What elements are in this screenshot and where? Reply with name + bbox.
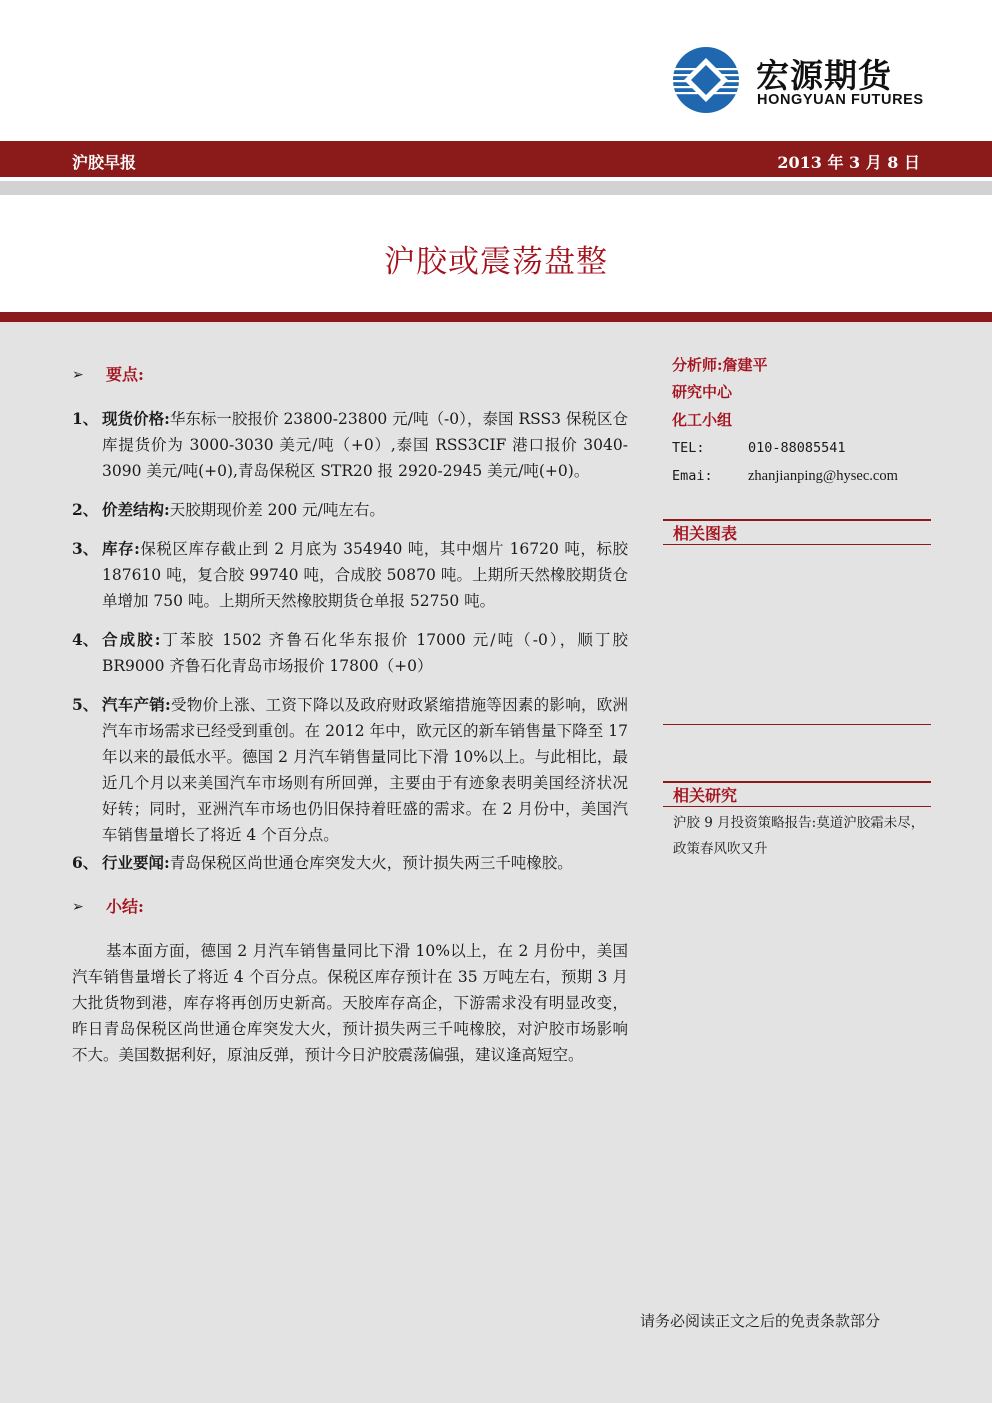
arrow-bullet-icon: ➢ xyxy=(72,367,84,383)
related-charts-bottom-rule xyxy=(663,724,931,725)
header-band xyxy=(0,141,992,177)
item-label: 库存: xyxy=(102,539,140,558)
item-label: 合成胶: xyxy=(102,630,161,649)
hongyuan-logo-icon xyxy=(672,46,740,114)
tel-row xyxy=(672,434,930,462)
item-text: 受物价上涨、工资下降以及政府财政紧缩措施等因素的影响，欧洲汽车市场需求已经受到重创。在 2012 年中，欧元区的新车销售量下降至 17 年以来的最低水平。德国 2 月汽车销售量同比下滑 10%以上。与此相比，最近几个月以来美国汽车市场则有所回弹，主要由于有迹象表明美国经济状况好转；同时，亚洲汽车市场也仍旧保持着旺盛的需求。在 2 月份中，美国汽车销售量增长了将近 4 个百分点。 xyxy=(102,696,628,844)
list-item xyxy=(72,536,628,614)
item-label: 汽车产销: xyxy=(102,695,171,714)
main-content xyxy=(72,362,628,1068)
item-label: 价差结构: xyxy=(102,500,170,519)
disclaimer-note: 请务必阅读正文之后的免责条款部分 xyxy=(640,1312,881,1330)
item-text: 保税区库存截止到 2 月底为 354940 吨，其中烟片 16720 吨，标胶 187610 吨，复合胶 99740 吨，合成胶 50870 吨。上期所天然橡胶期货仓单增加 750 吨。上期所天然橡胶期货仓单报 52750 吨。 xyxy=(102,540,628,610)
list-item xyxy=(72,497,628,523)
list-item xyxy=(72,850,628,876)
sidebar xyxy=(672,352,930,490)
list-item xyxy=(72,692,628,848)
tel-label: TEL: xyxy=(672,440,705,456)
list-item xyxy=(72,406,628,484)
summary-paragraph: 基本面方面，德国 2 月汽车销售量同比下滑 10%以上，在 2 月份中，美国汽车销售量增长了将近 4 个百分点。保税区库存预计在 35 万吨左右，预期 3 月大批货物到港，库存将再创历史新高。天胶库存高企，下游需求没有明显改变，昨日青岛保税区尚世通仓库突发大火，预计损失两三千吨橡胶，对沪胶市场影响不大。美国数据利好，原油反弹，预计今日沪胶震荡偏强，建议逢高短空。 xyxy=(72,942,628,1064)
summary-heading: 小结: xyxy=(106,897,144,916)
company-logo xyxy=(672,46,924,116)
email-value: zhanjianping@hysec.com xyxy=(748,468,898,484)
company-name-en: HONGYUAN FUTURES xyxy=(757,92,924,108)
key-points-heading: 要点: xyxy=(106,365,144,384)
team: 化工小组 xyxy=(672,411,733,429)
company-name-cn: 宏源期货 xyxy=(756,56,892,95)
item-text: 天胶期现价差 200 元/吨左右。 xyxy=(169,501,385,519)
item-number: 5、 xyxy=(72,695,99,714)
item-text: 丁苯胶 1502 齐鲁石化华东报价 17000 元/吨（-0），顺丁胶 BR9000 齐鲁石化青岛市场报价 17800（+0） xyxy=(102,631,628,675)
summary-header xyxy=(72,894,628,924)
report-type: 沪胶早报 xyxy=(72,153,137,172)
key-points-header xyxy=(72,362,628,392)
item-text: 华东标一胶报价 23800-23800 元/吨（-0），泰国 RSS3 保税区仓库提货价为 3000-3030 美元/吨（+0）,泰国 RSS3CIF 港口报价 3040-3090 美元/吨(+0),青岛保税区 STR20 报 2920-2945 美元/吨(+0)。 xyxy=(102,410,628,480)
related-research-heading: 相关研究 xyxy=(663,781,931,807)
analyst-name: 分析师:詹建平 xyxy=(672,356,768,374)
email-row xyxy=(672,462,930,490)
report-date: 2013 年 3 月 8 日 xyxy=(777,153,920,172)
page-title: 沪胶或震荡盘整 xyxy=(384,244,608,280)
related-charts-heading: 相关图表 xyxy=(663,519,931,545)
item-number: 6、 xyxy=(72,853,99,872)
item-text: 青岛保税区尚世通仓库突发大火，预计损失两三千吨橡胶。 xyxy=(169,854,573,872)
item-number: 3、 xyxy=(72,539,99,558)
item-number: 4、 xyxy=(72,630,99,649)
header-divider xyxy=(0,181,992,195)
item-number: 1、 xyxy=(72,409,99,428)
email-label: Emai: xyxy=(672,468,713,484)
related-research-link[interactable]: 沪胶 9 月投资策略报告:莫道沪胶霜未尽，政策春风吹又升 xyxy=(673,815,925,857)
item-label: 现货价格: xyxy=(102,409,170,428)
list-item xyxy=(72,627,628,679)
title-divider xyxy=(0,312,992,322)
item-label: 行业要闻: xyxy=(102,853,170,872)
tel-value: 010-88085541 xyxy=(748,440,846,456)
item-number: 2、 xyxy=(72,500,99,519)
arrow-bullet-icon: ➢ xyxy=(72,899,84,915)
department: 研究中心 xyxy=(672,383,733,401)
